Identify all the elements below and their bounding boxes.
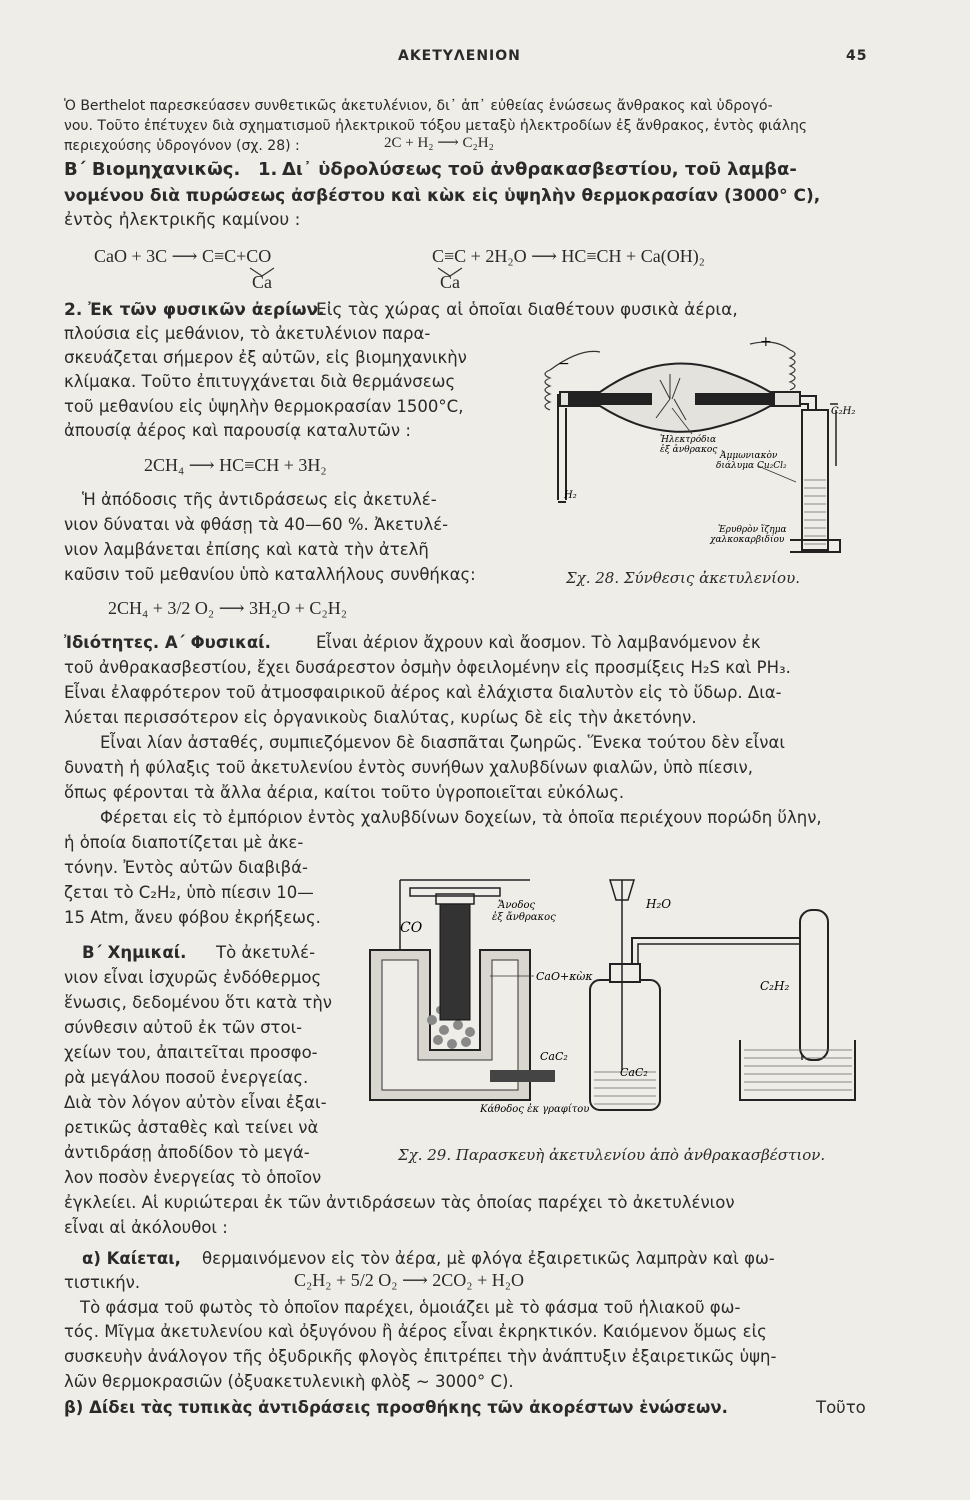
body-line: ἐντὸς ἠλεκτρικῆς καμίνου : [64, 210, 301, 230]
body-line: Τὸ ἀκετυλέ- [216, 943, 316, 962]
label-h2o: H₂O [646, 897, 672, 911]
body-line: καῦσιν τοῦ μεθανίου ὑπὸ καταλλήλους συνθήκας: [64, 565, 476, 584]
body-line: ἕνωσις, δεδομένου ὅτι κατὰ τὴν [64, 993, 333, 1012]
label-anode-1: Ἄνοδος [498, 900, 536, 911]
body-line: Ἡ ἀπόδοσις τῆς ἀντιδράσεως εἰς ἀκετυλέ- [82, 490, 437, 509]
body-line: λον ποσὸν ἐνεργείας τὸ ὁποῖον [64, 1168, 322, 1187]
figure-29-apparatus [340, 860, 870, 1120]
anode [440, 900, 470, 1020]
equation-2-ca: Ca [440, 272, 460, 292]
body-line: σύνθεσιν αὐτοῦ ἐκ τῶν στοι- [64, 1018, 303, 1037]
equation-3: 2CH₄ ⟶ HC≡CH + 3H₂ [144, 455, 327, 475]
subsection-heading: 2. Ἐκ τῶν φυσικῶν ἀερίων. [64, 300, 325, 320]
intro-line: νου. Τοῦτο ἐπέτυχεν διὰ σχηματισμοῦ ἠλεκτρικοῦ τόξου μεταξὺ ἠλεκτροδίων ἐξ ἄνθρακος, ἐντὸς φιάλης [64, 118, 808, 134]
label-minus: − [558, 356, 570, 372]
body-line: ἀντιδράσῃ ἀποδίδον τὸ μεγά- [64, 1143, 310, 1162]
label-cao: CaO+κὼκ [536, 970, 593, 983]
label-plus: + [760, 334, 772, 350]
label-electrodes-1: Ἠλεκτρόδια [660, 435, 717, 445]
body-line: Τὸ φάσμα τοῦ φωτὸς τὸ ὁποῖον παρέχει, ὁμοιάζει μὲ τὸ φάσμα τοῦ ἡλιακοῦ φω- [80, 1298, 741, 1317]
equation-4: 2CH₄ + 3/2 O₂ ⟶ 3H₂O + C₂H₂ [108, 598, 347, 618]
body-line: πλούσια εἰς μεθάνιον, τὸ ἀκετυλένιον παρα- [64, 324, 431, 343]
body-line: Εἰς τὰς χώρας αἱ ὁποῖαι διαθέτουν φυσικὰ ἀέρια, [316, 300, 738, 320]
figure-28-caption: Σχ. 28. Σύνθεσις ἀκετυλενίου. [566, 569, 800, 587]
label-precip-2: χαλκοκαρβιδίου [710, 535, 785, 545]
body-line: τόνην. Ἐντὸς αὐτῶν διαβιβά- [64, 858, 308, 877]
page-number: 45 [846, 48, 868, 64]
section-heading: Β΄ Βιομηχανικῶς. [64, 159, 241, 180]
equation-1-ca: Ca [252, 272, 272, 292]
body-line: τοῦ μεθανίου εἰς ὑψηλὴν θερμοκρασίαν 1500°C, [64, 397, 464, 416]
body-line: ἡ ὁποία διαποτίζεται μὲ ἀκε- [64, 833, 304, 852]
body-line: 15 Atm, ἄνευ φόβου ἐκρήξεως. [64, 908, 321, 927]
body-line: θερμαινόμενον εἰς τὸν ἀέρα, μὲ φλόγα ἐξαιρετικῶς λαμπρὰν καὶ φω- [202, 1249, 775, 1268]
body-line: Εἶναι λίαν ἀσταθές, συμπιεζόμενον δὲ διασπᾶται ζωηρῶς. Ἕνεκα τούτου δὲν εἶναι [100, 733, 785, 752]
figure-29-caption: Σχ. 29. Παρασκευὴ ἀκετυλενίου ἀπὸ ἀνθρακασβέστιον. [398, 1146, 826, 1164]
left-inlet-tube [558, 394, 566, 500]
water-trough [740, 1040, 855, 1100]
equation-1: CaO + 3C ⟶ C≡C+CO [94, 246, 272, 266]
body-line: εἶναι αἱ ἀκόλουθοι : [64, 1218, 228, 1237]
body-line: Φέρεται εἰς τὸ ἐμπόριον ἐντὸς χαλυβδίνων δοχείων, τὰ ὁποῖα περιέχουν πορώδη ὕλην, [100, 808, 822, 827]
running-header: ΑΚΕΤΥΛΕΝΙΟΝ [398, 48, 521, 64]
bond-mark-2 [436, 266, 466, 278]
label-precip-1: Ἐρυθρὸν ἵζημα [718, 525, 787, 535]
body-line: συσκευὴν ἀνάλογον τῆς ὀξυδρικῆς φλογὸς ἐπιτρέπει τὴν ἀνάπτυξιν ἐξαιρετικῶς ὑψη- [64, 1347, 777, 1366]
body-line: Εἶναι ἐλαφρότερον τοῦ ἀτμοσφαιρικοῦ ἀέρος καὶ ἐλάχιστα διαλυτὸν εἰς τὸ ὕδωρ. Δια- [64, 683, 782, 702]
electrode-right [695, 393, 775, 405]
intro-line: περιεχούσης ὑδρογόνον (σχ. 28) : [64, 138, 300, 154]
subsection-number: 1. [258, 159, 278, 180]
label-cac2-a: CaC₂ [540, 1050, 568, 1063]
body-line: λύεται περισσότερον εἰς ὀργανικοὺς διαλύτας, κυρίως δὲ εἰς τὴν ἀκετόνην. [64, 708, 697, 727]
body-line: Τοῦτο [816, 1398, 866, 1417]
body-line: Διὰ τὸν λόγον αὐτὸν εἶναι ἐξαι- [64, 1093, 327, 1112]
label-c2h2: C₂H₂ [831, 406, 856, 417]
body-line: ἐγκλείει. Αἱ κυριώτεραι ἐκ τῶν ἀντιδράσεων τὰς ὁποίας παρέχει τὸ ἀκετυλένιον [64, 1193, 735, 1212]
body-line: τιστικήν. [64, 1273, 141, 1292]
equation-2: C≡C + 2H₂O ⟶ HC≡CH + Ca(OH)₂ [432, 246, 705, 266]
collecting-tube [800, 910, 828, 1060]
label-h2: H₂ [564, 490, 577, 501]
body-line: νιον λαμβάνεται ἐπίσης καὶ κατὰ τὴν ἀτελῆ [64, 540, 429, 559]
body-line: ρετικῶς ἀσταθὲς καὶ τείνει νὰ [64, 1118, 319, 1137]
body-line: ρὰ μεγάλου ποσοῦ ἐνεργείας. [64, 1068, 309, 1087]
body-line: ἀπουσίᾳ ἀέρος καὶ παρουσίᾳ καταλυτῶν : [64, 421, 411, 440]
body-line: κλίμακα. Τοῦτο ἐπιτυγχάνεται διὰ θερμάνσεως [64, 372, 456, 391]
body-line: λῶν θερμοκρασιῶν (ὀξυακετυλενικὴ φλὸξ ~ 3000° C). [64, 1372, 514, 1391]
label-c2h2: C₂H₂ [760, 979, 790, 993]
properties-heading: Ἰδιότητες. Α΄ Φυσικαί. [64, 633, 271, 652]
subsection-heading: Δι᾽ ὑδρολύσεως τοῦ ἀνθρακασβεστίου, τοῦ λαμβα- [282, 159, 797, 180]
body-line: νιον εἶναι ἰσχυρῶς ἐνδόθερμος [64, 968, 322, 987]
label-cathode: Κάθοδος ἐκ γραφίτου [480, 1104, 590, 1115]
body-line: δυνατὴ ἡ φύλαξις τοῦ ἀκετυλενίου ἐντὸς συνήθων χαλυβδίνων φιαλῶν, ὑπὸ πίεσιν, [64, 758, 754, 777]
electrode-left [568, 393, 652, 405]
label-electrodes-2: ἐξ ἀνθρακος [660, 445, 718, 455]
cathode [490, 1070, 555, 1082]
figure-28-apparatus [520, 330, 860, 560]
reaction-a-heading: α) Καίεται, [82, 1249, 181, 1268]
intro-equation: 2C + H₂ ⟶ C₂H₂ [384, 135, 494, 151]
subsection-heading: νομένου διὰ πυρώσεως ἀσβέστου καὶ κὼκ εἰς ὑψηλὴν θερμοκρασίαν (3000° C), [64, 186, 821, 206]
label-ammonia-2: διάλυμα Cu₂Cl₂ [716, 461, 787, 471]
chemical-heading: Β΄ Χημικαί. [82, 943, 187, 962]
body-line: χείων του, ἀπαιτεῖται προσφο- [64, 1043, 318, 1062]
body-line: νιον δύναται νὰ φθάσῃ τὰ 40—60 %. Ἀκετυλέ- [64, 515, 449, 534]
body-line: τός. Μῖγμα ἀκετυλενίου καὶ ὀξυγόνου ἢ ἀέρος εἶναι ἐκρηκτικόν. Καιόμενον ὅμως εἰς [64, 1322, 767, 1341]
body-line: τοῦ ἀνθρακασβεστίου, ἔχει δυσάρεστον ὀσμὴν ὀφειλομένην εἰς προσμίξεις H₂S καὶ PH₃. [64, 658, 791, 677]
body-line: Εἶναι ἀέριον ἄχρουν καὶ ἄοσμον. Τὸ λαμβανόμενον ἐκ [316, 633, 761, 652]
intro-line: Ὁ Berthelot παρεσκεύασεν συνθετικῶς ἀκετυλένιον, δι᾽ ἀπ᾽ εὐθείας ἑνώσεως ἄνθρακος καὶ ὑδρογό- [64, 98, 773, 114]
label-co: CO [400, 920, 423, 936]
label-cac2-b: CaC₂ [620, 1066, 648, 1079]
label-ammonia-1: Ἀμμωνιακὸν [720, 451, 778, 461]
coil-right-icon [750, 342, 795, 390]
bond-mark-1 [248, 266, 278, 278]
body-line: ζεται τὸ C₂H₂, ὑπὸ πίεσιν 10— [64, 883, 314, 902]
body-line: σκευάζεται σήμερον ἐξ αὐτῶν, εἰς βιομηχανικὴν [64, 348, 467, 367]
body-line: ὅπως φέρονται τὰ ἄλλα ἀέρια, καίτοι τοῦτο ὑγροποιεῖται εὐκόλως. [64, 783, 625, 802]
reaction-b-heading: β) Δίδει τὰς τυπικὰς ἀντιδράσεις προσθήκης τῶν ἀκορέστων ἑνώσεων. [64, 1398, 728, 1417]
label-anode-2: ἐξ ἄνθρακος [492, 912, 556, 923]
reaction-a-equation: C₂H₂ + 5/2 O₂ ⟶ 2CO₂ + H₂O [294, 1270, 524, 1290]
